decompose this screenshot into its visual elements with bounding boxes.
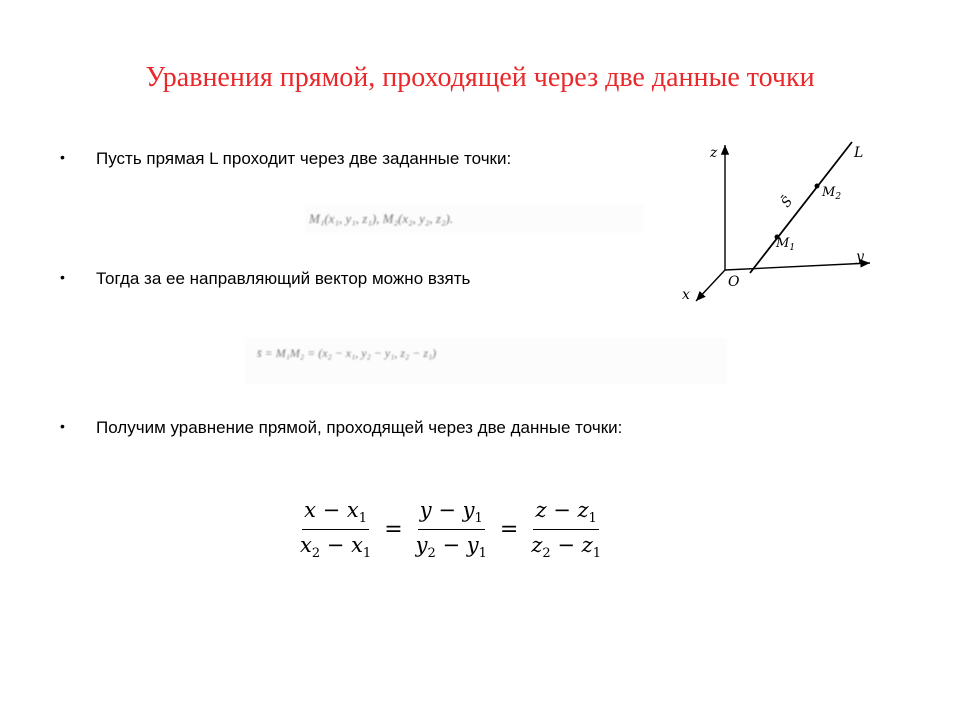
subscript: 2 bbox=[542, 546, 551, 562]
bullet-text-1: Пусть прямая L проходит через две заданные точки: bbox=[96, 149, 512, 168]
formula-vector-image: s̄ = M₁M₂ = (x₂ − x₁, y₂ − y₁, z₂ − z₁) bbox=[245, 338, 727, 384]
x-axis-label: x bbox=[682, 287, 690, 303]
den-x-b: − x bbox=[320, 533, 363, 558]
bullet-text-2: Тогда за ее направляющий вектор можно взять bbox=[96, 269, 471, 288]
point-m1-subscript: 1 bbox=[789, 243, 796, 253]
line-L bbox=[750, 142, 852, 273]
fraction-z bbox=[529, 498, 603, 561]
slide-title: Уравнения прямой, проходящей через две данные точки bbox=[145, 62, 815, 93]
line-label: L bbox=[854, 145, 864, 161]
subscript: 2 bbox=[427, 546, 436, 562]
formula-points-image: M₁(x₁, y₁, z₁), M₂(x₂, y₂, z₂). bbox=[305, 205, 644, 233]
subscript: 1 bbox=[474, 511, 483, 527]
subscript: 1 bbox=[358, 511, 368, 527]
point-m2-letter: M bbox=[822, 185, 836, 200]
point-m2 bbox=[815, 184, 820, 189]
point-m1-letter: M bbox=[776, 236, 790, 251]
point-m1-label bbox=[775, 236, 795, 253]
line-equation bbox=[295, 498, 606, 561]
origin-label: O bbox=[728, 274, 740, 290]
bullet-text-3: Получим уравнение прямой, проходящей через две данные точки: bbox=[96, 418, 623, 437]
z-axis-label: z bbox=[710, 145, 718, 161]
subscript: 1 bbox=[588, 511, 597, 527]
point-m2-label bbox=[821, 185, 841, 202]
fraction-x bbox=[298, 498, 373, 561]
y-axis-label: y bbox=[856, 249, 864, 265]
bullet-marker: • bbox=[60, 418, 65, 434]
vector-label: S̄ bbox=[778, 194, 796, 211]
point-m2-subscript: 2 bbox=[835, 192, 842, 202]
num-y: y − y bbox=[419, 498, 475, 522]
x-axis bbox=[696, 270, 725, 301]
bullet-marker: • bbox=[60, 149, 65, 165]
subscript: 1 bbox=[478, 546, 487, 562]
den-z-b: − z bbox=[550, 533, 593, 558]
subscript: 1 bbox=[362, 546, 372, 562]
num-x: x − x bbox=[304, 498, 359, 522]
den-z-a: z bbox=[531, 533, 543, 558]
subscript: 2 bbox=[311, 546, 321, 562]
fraction-y bbox=[414, 498, 489, 561]
num-z: z − z bbox=[535, 498, 589, 522]
equals-sign: = bbox=[384, 517, 403, 543]
y-axis bbox=[725, 263, 870, 270]
den-x-a: x bbox=[300, 533, 312, 558]
bullet-marker: • bbox=[60, 269, 65, 285]
subscript: 1 bbox=[592, 546, 601, 562]
den-y-a: y bbox=[415, 533, 428, 558]
den-y-b: − y bbox=[435, 533, 479, 558]
equals-sign: = bbox=[499, 517, 519, 543]
line-diagram bbox=[670, 135, 880, 315]
